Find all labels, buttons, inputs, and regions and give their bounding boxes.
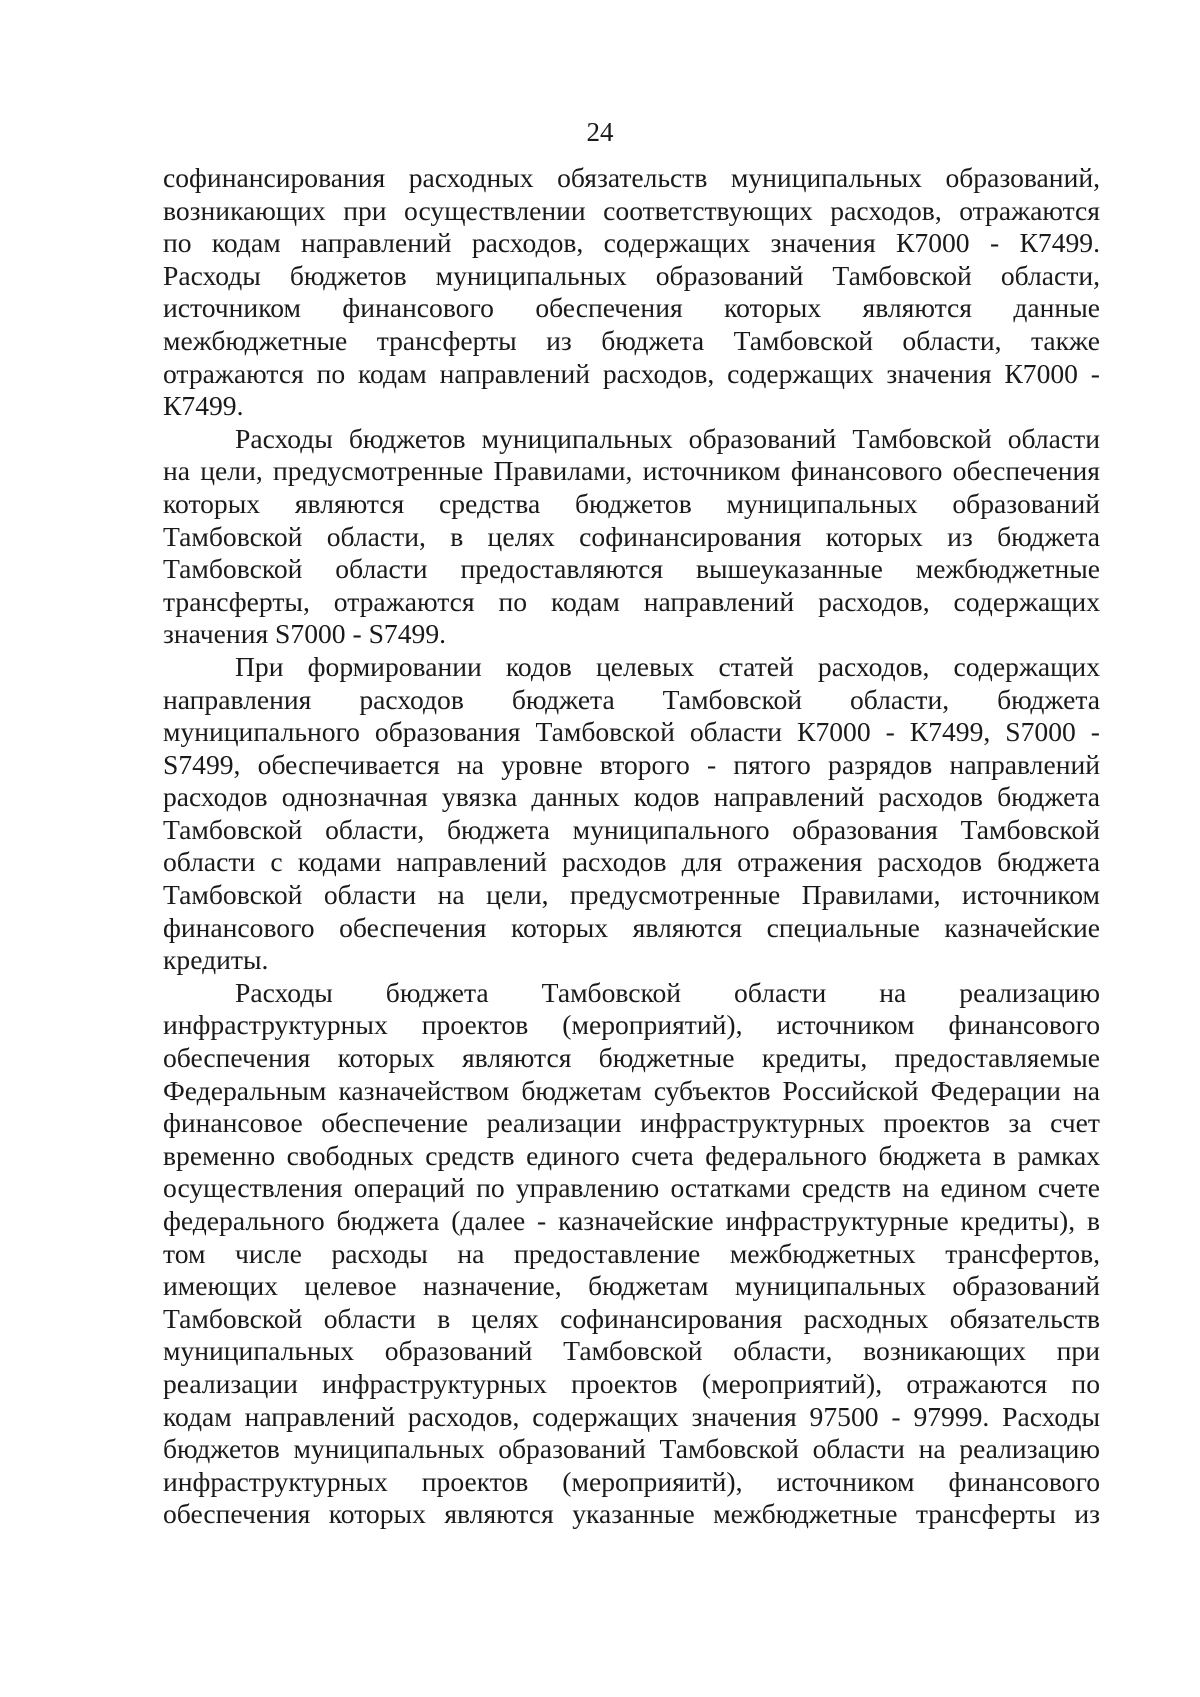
text-line: Расходы бюджетов муниципальных образований Тамбовской области,	[163, 259, 1100, 291]
text-line: бюджетов муниципальных образований Тамбовской области на реализацию	[163, 1433, 1100, 1465]
text-line: инфраструктурных проектов (мероприяитй), источником финансового	[163, 1465, 1100, 1497]
text-line: отражаются по кодам направлений расходов, содержащих значения К7000 -	[163, 357, 1100, 389]
text-line: осуществления операций по управлению остатками средств на едином счете	[163, 1172, 1100, 1204]
body-text	[163, 162, 1100, 1531]
text-line: Расходы бюджета Тамбовской области на реализацию	[235, 976, 1100, 1008]
text-line: кредиты.	[163, 944, 269, 976]
text-line: инфраструктурных проектов (мероприятий), источником финансового	[163, 1009, 1100, 1041]
text-line: S7499, обеспечивается на уровне второго - пятого разрядов направлений	[163, 748, 1100, 780]
text-line: источником финансового обеспечения которых являются данные	[163, 292, 1100, 324]
text-line: финансовое обеспечение реализации инфраструктурных проектов за счет	[163, 1107, 1100, 1139]
text-line: Тамбовской области предоставляются вышеуказанные межбюджетные	[163, 553, 1100, 585]
text-line: реализации инфраструктурных проектов (мероприятий), отражаются по	[163, 1367, 1100, 1399]
text-line: муниципальных образований Тамбовской области, возникающих при	[163, 1335, 1100, 1367]
text-line: которых являются средства бюджетов муниципальных образований	[163, 487, 1100, 519]
text-line: Тамбовской области на цели, предусмотренные Правилами, источником	[163, 879, 1100, 911]
text-line: возникающих при осуществлении соответствующих расходов, отражаются	[163, 194, 1100, 226]
text-line: значения S7000 - S7499.	[163, 618, 447, 650]
text-line: имеющих целевое назначение, бюджетам муниципальных образований	[163, 1270, 1100, 1302]
text-line: том числе расходы на предоставление межбюджетных трансфертов,	[163, 1237, 1100, 1269]
text-line: муниципального образования Тамбовской области К7000 - К7499, S7000 -	[163, 716, 1100, 748]
text-line: Расходы бюджетов муниципальных образований Тамбовской области	[235, 422, 1100, 454]
text-line: направления расходов бюджета Тамбовской области, бюджета	[163, 683, 1100, 715]
text-line: обеспечения которых являются указанные межбюджетные трансферты из	[163, 1498, 1100, 1530]
text-line: Тамбовской области в целях софинансирования расходных обязательств	[163, 1302, 1100, 1334]
text-line: Тамбовской области, бюджета муниципального образования Тамбовской	[163, 813, 1100, 845]
text-line: Федеральным казначейством бюджетам субъектов Российской Федерации на	[163, 1074, 1100, 1106]
text-line: трансферты, отражаются по кодам направлений расходов, содержащих	[163, 585, 1100, 617]
text-line: софинансирования расходных обязательств муниципальных образований,	[163, 162, 1100, 193]
text-line: При формировании кодов целевых статей расходов, содержащих	[235, 650, 1100, 682]
text-line: федерального бюджета (далее - казначейские инфраструктурные кредиты), в	[163, 1205, 1100, 1236]
text-line: кодам направлений расходов, содержащих значения 97500 - 97999. Расходы	[163, 1400, 1100, 1432]
text-line: финансового обеспечения которых являются специальные казначейские	[163, 911, 1100, 943]
text-line: по кодам направлений расходов, содержащих значения К7000 - К7499.	[163, 227, 1100, 259]
text-line: области с кодами направлений расходов для отражения расходов бюджета	[163, 846, 1100, 878]
text-line: временно свободных средств единого счета федерального бюджета в рамках	[163, 1139, 1100, 1171]
text-line: обеспечения которых являются бюджетные кредиты, предоставляемые	[163, 1042, 1100, 1074]
text-line: расходов однозначная увязка данных кодов направлений расходов бюджета	[163, 781, 1100, 813]
text-line: Тамбовской области, в целях софинансирования которых из бюджета	[163, 520, 1100, 552]
text-line: межбюджетные трансферты из бюджета Тамбовской области, также	[163, 324, 1100, 356]
text-line: на цели, предусмотренные Правилами, источником финансового обеспечения	[163, 455, 1100, 487]
page-number: 24	[586, 117, 614, 147]
text-line: К7499.	[163, 390, 244, 422]
